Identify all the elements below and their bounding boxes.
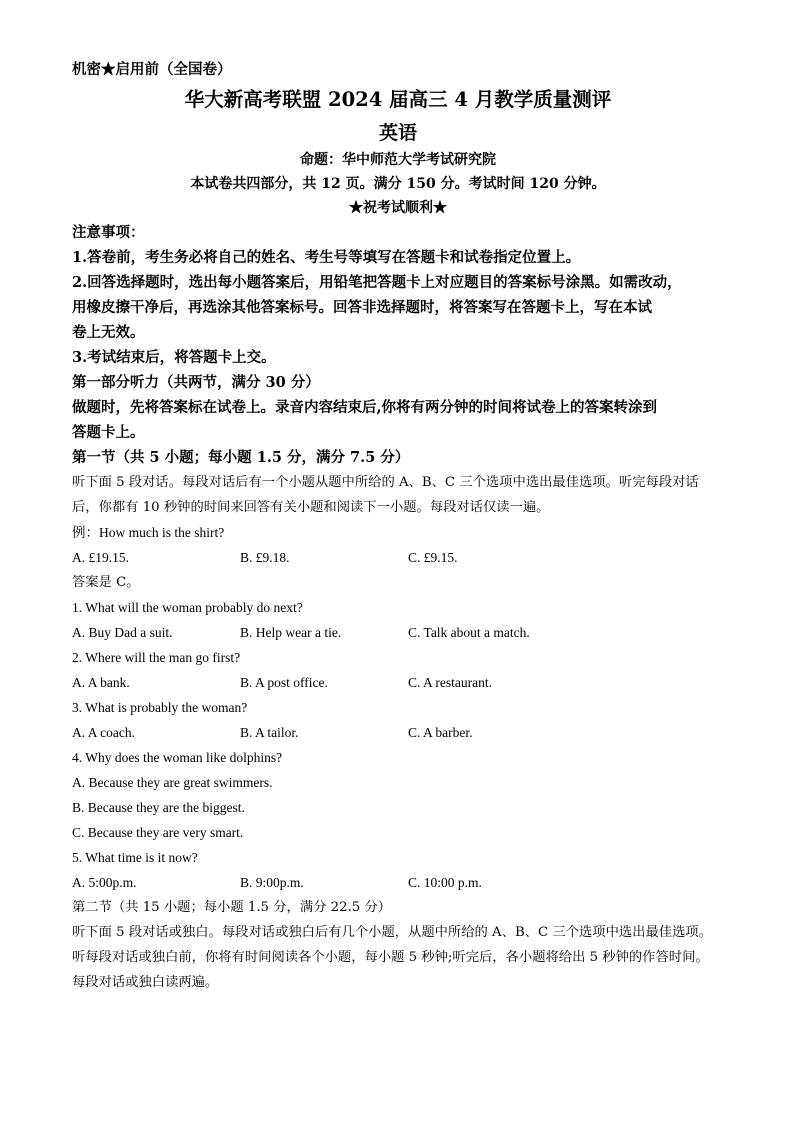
example-option-a: A. £19.15.: [72, 550, 129, 565]
note-item-2-line-2: 用橡皮擦干净后，再选涂其他答案标号。回答非选择题时，将答案写在答题卡上，写在本试: [72, 299, 652, 316]
section1-instruction-line-1: 听下面 5 段对话。每段对话后有一个小题从题中所给的 A、B、C 三个选项中选出最佳选项。听完每段对话: [72, 475, 699, 490]
q1-option-a: A. Buy Dad a suit.: [72, 625, 173, 640]
exam-page: [72, 58, 724, 995]
question-5: 5. What time is it now?: [72, 850, 198, 865]
part1-heading: 第一部分听力（共两节，满分 30 分）: [72, 374, 320, 391]
question-1: 1. What will the woman probably do next?: [72, 600, 303, 615]
q5-option-c: C. 10:00 p.m.: [408, 875, 482, 890]
question-5-options: [72, 870, 724, 895]
note-item-1: 1.答卷前，考生务必将自己的姓名、考生号等填写在答题卡和试卷指定位置上。: [72, 249, 581, 266]
q4-option-a: A. Because they are great swimmers.: [72, 775, 273, 790]
wish-line: ★祝考试顺利★: [349, 200, 447, 216]
q3-option-a: A. A coach.: [72, 725, 135, 740]
confidential-label: 机密★启用前（全国卷）: [72, 61, 232, 78]
q1-option-b: B. Help wear a tie.: [240, 625, 342, 640]
q3-option-c: C. A barber.: [408, 725, 473, 740]
question-1-options: [72, 620, 724, 645]
section2-instruction-line-3: 每段对话或独白读两遍。: [72, 975, 219, 990]
section1-instruction-line-2: 后，你都有 10 秒钟的时间来回答有关小题和阅读下一小题。每段对话仅读一遍。: [72, 500, 550, 515]
part1-instruction-line-1: 做题时，先将答案标在试卷上。录音内容结束后,你将有两分钟的时间将试卷上的答案转涂到: [72, 399, 658, 416]
section2-instruction-line-1: 听下面 5 段对话或独白。每段对话或独白后有几个小题，从题中所给的 A、B、C 三个选项中选出最佳选项。: [72, 925, 712, 940]
section2-heading: 第二节（共 15 小题；每小题 1.5 分，满分 22.5 分）: [72, 900, 392, 915]
exam-title: 华大新高考联盟 2024 届高三 4 月教学质量测评: [184, 88, 612, 111]
q2-option-a: A. A bank.: [72, 675, 130, 690]
note-item-2-line-1: 2.回答选择题时，选出每小题答案后，用铅笔把答题卡上对应题目的答案标号涂黑。如需改动，: [72, 274, 682, 291]
example-option-c: C. £9.15.: [408, 550, 458, 565]
question-4: 4. Why does the woman like dolphins?: [72, 750, 283, 765]
example-option-b: B. £9.18.: [240, 550, 290, 565]
q4-option-c: C. Because they are very smart.: [72, 825, 244, 840]
exam-info-line: 本试卷共四部分，共 12 页。满分 150 分。考试时间 120 分钟。: [190, 176, 606, 192]
q2-option-c: C. A restaurant.: [408, 675, 492, 690]
subject-title: 英语: [378, 122, 417, 144]
q2-option-b: B. A post office.: [240, 675, 328, 690]
note-item-2-line-3: 卷上无效。: [72, 324, 145, 341]
q1-option-c: C. Talk about a match.: [408, 625, 530, 640]
q3-option-b: B. A tailor.: [240, 725, 299, 740]
question-3-options: [72, 720, 724, 745]
q5-option-b: B. 9:00p.m.: [240, 875, 304, 890]
question-2-options: [72, 670, 724, 695]
notes-heading: 注意事项：: [72, 224, 145, 241]
note-item-3: 3.考试结束后，将答题卡上交。: [72, 349, 276, 366]
q5-option-a: A. 5:00p.m.: [72, 875, 137, 890]
example-options: [72, 545, 724, 570]
example-answer: 答案是 C。: [72, 575, 140, 590]
question-3: 3. What is probably the woman?: [72, 700, 248, 715]
section1-heading: 第一节（共 5 小题；每小题 1.5 分，满分 7.5 分）: [72, 449, 410, 466]
author-line: 命题：华中师范大学考试研究院: [300, 152, 496, 168]
question-2: 2. Where will the man go first?: [72, 650, 241, 665]
example-question: 例：How much is the shirt?: [72, 525, 225, 540]
q4-option-b: B. Because they are the biggest.: [72, 800, 245, 815]
section2-instruction-line-2: 听每段对话或独白前，你将有时间阅读各个小题，每小题 5 秒钟;听完后，各小题将给出 5 秒钟的作答时间。: [72, 950, 709, 965]
part1-instruction-line-2: 答题卡上。: [72, 424, 145, 441]
